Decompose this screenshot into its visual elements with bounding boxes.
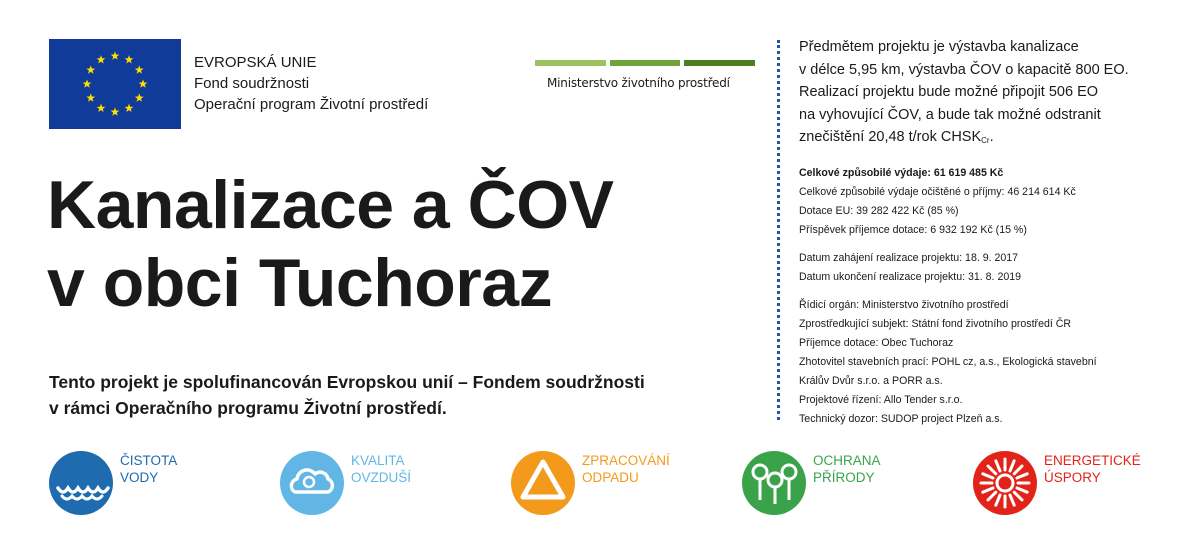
eu-star xyxy=(139,79,148,87)
icon-label-line: OCHRANA xyxy=(813,453,881,468)
eu-star xyxy=(135,65,144,73)
recycle-triangle-icon xyxy=(510,450,576,516)
eu-star xyxy=(97,55,106,63)
programme-priorities xyxy=(48,450,1168,520)
beneficiary-contribution: Příspěvek příjemce dotace: 6 932 192 Kč (15 %) xyxy=(799,223,1027,236)
eu-star xyxy=(97,104,106,112)
contractor-line-1: Zhotovitel stavebních prací: POHL cz, a.s., Ekologická stavební xyxy=(799,355,1097,368)
description-line: v délce 5,95 km, výstavba ČOV o kapacitě 800 EO. xyxy=(799,61,1129,78)
eu-flag-icon xyxy=(49,39,181,129)
project-details xyxy=(799,36,1179,429)
ministry-bar-1 xyxy=(535,60,606,66)
ministry-label: Ministerstvo životního prostředí xyxy=(547,76,730,90)
eu-fund: Fond soudržnosti xyxy=(194,75,310,92)
icon-label-line: ENERGETICKÉ xyxy=(1044,453,1141,468)
icon-label-line: OVZDUŠÍ xyxy=(351,470,412,485)
title-line-2: v obci Tuchoraz xyxy=(47,245,553,321)
title-line-1: Kanalizace a ČOV xyxy=(47,167,614,243)
icon-label-line: ÚSPORY xyxy=(1044,470,1101,485)
eu-star xyxy=(86,93,95,101)
project-management: Projektové řízení: Allo Tender s.r.o. xyxy=(799,393,963,406)
description-period: . xyxy=(989,129,994,145)
icon-label-line: VODY xyxy=(120,470,159,485)
eu-star xyxy=(111,51,120,59)
ministry-bar-3 xyxy=(684,60,755,66)
spacer xyxy=(799,240,1179,249)
priority-water xyxy=(48,450,177,516)
dotted-divider xyxy=(777,40,780,420)
priority-air-label xyxy=(351,452,411,486)
funding-line-1: Tento projekt je spolufinancován Evropskou unií – Fondem soudržnosti xyxy=(49,372,645,392)
eu-programme: Operační program Životní prostředí xyxy=(194,96,429,113)
eu-star xyxy=(83,79,92,87)
priority-energy xyxy=(972,450,1141,516)
priority-waste xyxy=(510,450,670,516)
beneficiary: Příjemce dotace: Obec Tuchoraz xyxy=(799,336,954,349)
icon-label-line: PŘÍRODY xyxy=(813,470,875,485)
priority-air xyxy=(279,450,411,516)
priority-energy-label xyxy=(1044,452,1141,486)
eu-star xyxy=(125,55,134,63)
trees-icon xyxy=(741,450,807,516)
description-subscript: Cr xyxy=(981,136,990,145)
water-icon xyxy=(48,450,114,516)
eu-grant: Dotace EU: 39 282 422 Kč (85 %) xyxy=(799,204,959,217)
net-costs: Celkové způsobilé výdaje očištěné o příjmy: 46 214 614 Kč xyxy=(799,185,1076,198)
ministry-bar-2 xyxy=(610,60,681,66)
eu-star xyxy=(135,93,144,101)
managing-body: Řídicí orgán: Ministerstvo životního prostředí xyxy=(799,298,1009,311)
eu-star xyxy=(111,107,120,115)
ministry-color-bars xyxy=(535,60,755,66)
technical-supervision: Technický dozor: SUDOP project Plzeň a.s. xyxy=(799,412,1003,425)
priority-water-label xyxy=(120,452,177,486)
start-date: Datum zahájení realizace projektu: 18. 9. 2017 xyxy=(799,251,1019,264)
project-description xyxy=(799,36,1179,153)
priority-nature-label xyxy=(813,452,881,486)
icon-label-line: ČISTOTA xyxy=(120,453,178,468)
description-text: znečištění 20,48 t/rok CHSK xyxy=(799,129,982,145)
page-title xyxy=(47,166,613,322)
description-line: Realizací projektu bude možné připojit 506 EO xyxy=(799,84,1099,100)
description-line xyxy=(799,126,1179,153)
eu-name: EVROPSKÁ UNIE xyxy=(194,54,317,71)
eu-star xyxy=(125,104,134,112)
contractor-line-2: Králův Dvůr s.r.o. a PORR a.s. xyxy=(799,374,943,387)
project-facts xyxy=(799,164,1179,429)
sun-icon xyxy=(972,450,1038,516)
funding-line-2: v rámci Operačního programu Životní prostředí. xyxy=(49,398,447,418)
intermediary-body: Zprostředkující subjekt: Státní fond životního prostředí ČR xyxy=(799,317,1072,330)
description-line: Předmětem projektu je výstavba kanalizace xyxy=(799,39,1079,55)
spacer xyxy=(799,287,1179,296)
icon-label-line: ZPRACOVÁNÍ xyxy=(582,453,670,468)
icon-label-line: KVALITA xyxy=(351,453,405,468)
total-costs: Celkové způsobilé výdaje: 61 619 485 Kč xyxy=(799,166,1004,179)
eu-logo-text xyxy=(194,52,428,115)
icon-label-line: ODPADU xyxy=(582,470,639,485)
ministry-logo xyxy=(535,60,755,90)
description-line: na vyhovující ČOV, a bude tak možné odstranit xyxy=(799,106,1101,123)
funding-statement xyxy=(49,369,645,421)
priority-nature xyxy=(741,450,881,516)
eu-star xyxy=(86,65,95,73)
cloud-icon xyxy=(279,450,345,516)
end-date: Datum ukončení realizace projektu: 31. 8. 2019 xyxy=(799,270,1022,283)
priority-waste-label xyxy=(582,452,670,486)
